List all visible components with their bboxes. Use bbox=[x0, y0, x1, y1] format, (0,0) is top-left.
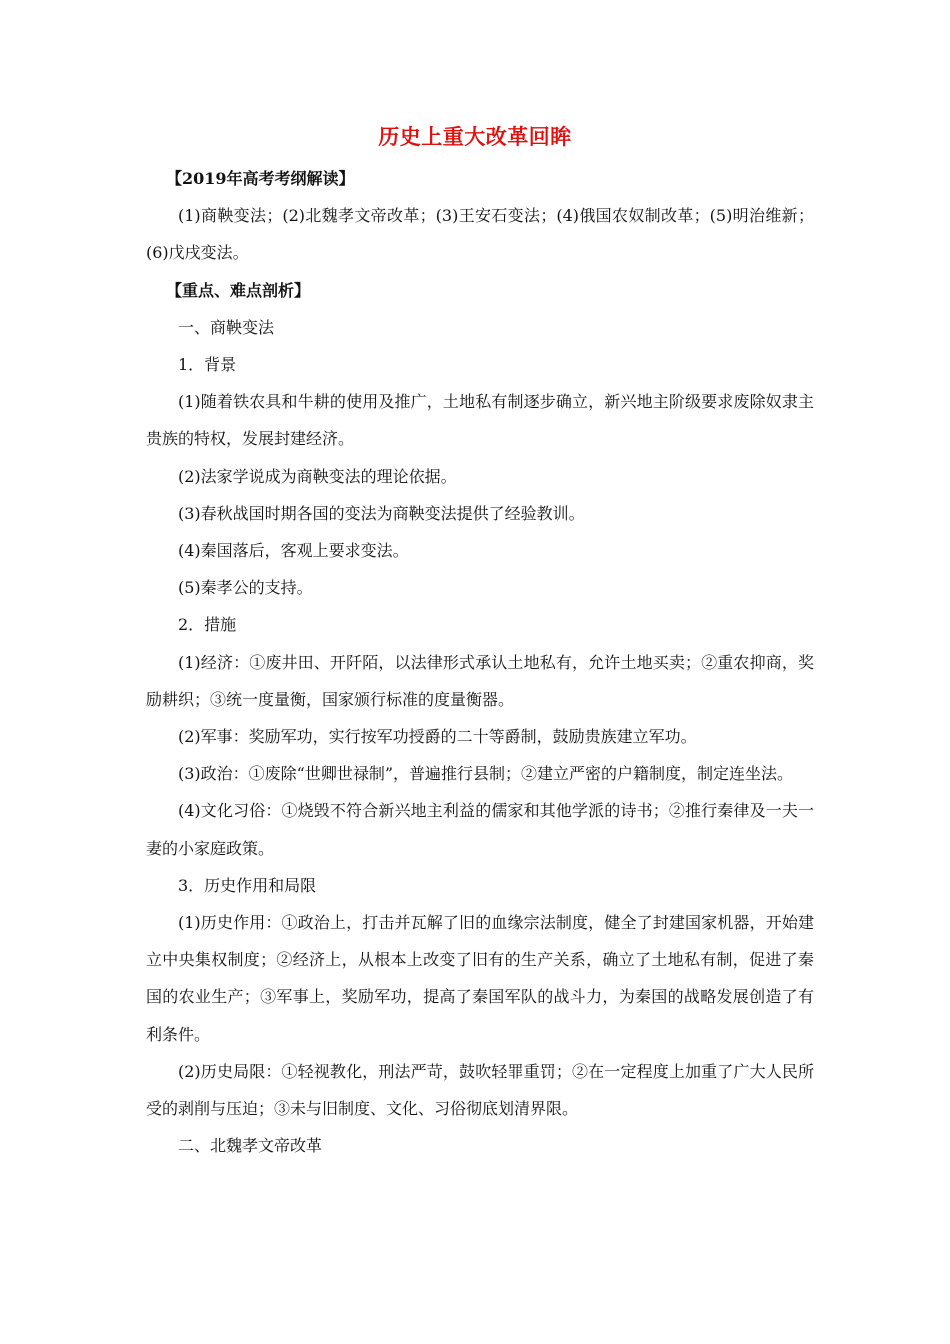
paragraph: (4)秦国落后，客观上要求变法。 bbox=[178, 541, 409, 561]
paragraph: (4)文化习俗：①烧毁不符合新兴地主利益的儒家和其他学派的诗书；②推行秦律及一夫一妻的小家庭政策。 bbox=[146, 801, 814, 858]
subheading-effects-limits: 3．历史作用和局限 bbox=[178, 875, 317, 895]
exam-outline-list: (1)商鞅变法；(2)北魏孝文帝改革；(3)王安石变法；(4)俄国农奴制改革；(5)明治维新；(6)戊戌变法。 bbox=[146, 206, 814, 263]
exam-outline-heading: 【2019年高考考纲解读】 bbox=[166, 169, 355, 188]
paragraph: (5)秦孝公的支持。 bbox=[178, 578, 313, 598]
paragraph: (1)历史作用：①政治上，打击并瓦解了旧的血缘宗法制度，健全了封建国家机器，开始建立中央集权制度；②经济上，从根本上改变了旧有的生产关系，确立了土地私有制，促进了秦国的农业生产；③军事上，奖励军功，提高了秦国军队的战斗力，为秦国的战略发展创造了有利条件。 bbox=[146, 913, 814, 1044]
paragraph: (3)春秋战国时期各国的变法为商鞅变法提供了经验教训。 bbox=[178, 503, 585, 523]
document-body bbox=[146, 160, 814, 1164]
paragraph: (2)法家学说成为商鞅变法的理论依据。 bbox=[178, 466, 457, 486]
paragraph: (1)经济：①废井田、开阡陌，以法律形式承认土地私有，允许土地买卖；②重农抑商，奖励耕织；③统一度量衡，国家颁行标准的度量衡器。 bbox=[146, 652, 814, 709]
subheading-background: 1．背景 bbox=[178, 355, 237, 375]
subheading-measures: 2．措施 bbox=[178, 615, 237, 635]
paragraph: (1)随着铁农具和牛耕的使用及推广，土地私有制逐步确立，新兴地主阶级要求废除奴隶主贵族的特权，发展封建经济。 bbox=[146, 392, 814, 449]
section-heading-xiaowen: 二、北魏孝文帝改革 bbox=[178, 1136, 323, 1156]
paragraph: (3)政治：①废除“世卿世禄制”，普遍推行县制；②建立严密的户籍制度，制定连坐法。 bbox=[178, 764, 794, 784]
key-points-heading: 【重点、难点剖析】 bbox=[166, 280, 311, 300]
document-title: 历史上重大改革回眸 bbox=[378, 124, 572, 149]
section-heading-shang-yang: 一、商鞅变法 bbox=[178, 317, 275, 337]
paragraph: (2)军事：奖励军功，实行按军功授爵的二十等爵制，鼓励贵族建立军功。 bbox=[178, 727, 697, 747]
paragraph: (2)历史局限：①轻视教化，刑法严苛，鼓吹轻罪重罚；②在一定程度上加重了广大人民所受的剥削与压迫；③未与旧制度、文化、习俗彻底划清界限。 bbox=[146, 1061, 814, 1119]
